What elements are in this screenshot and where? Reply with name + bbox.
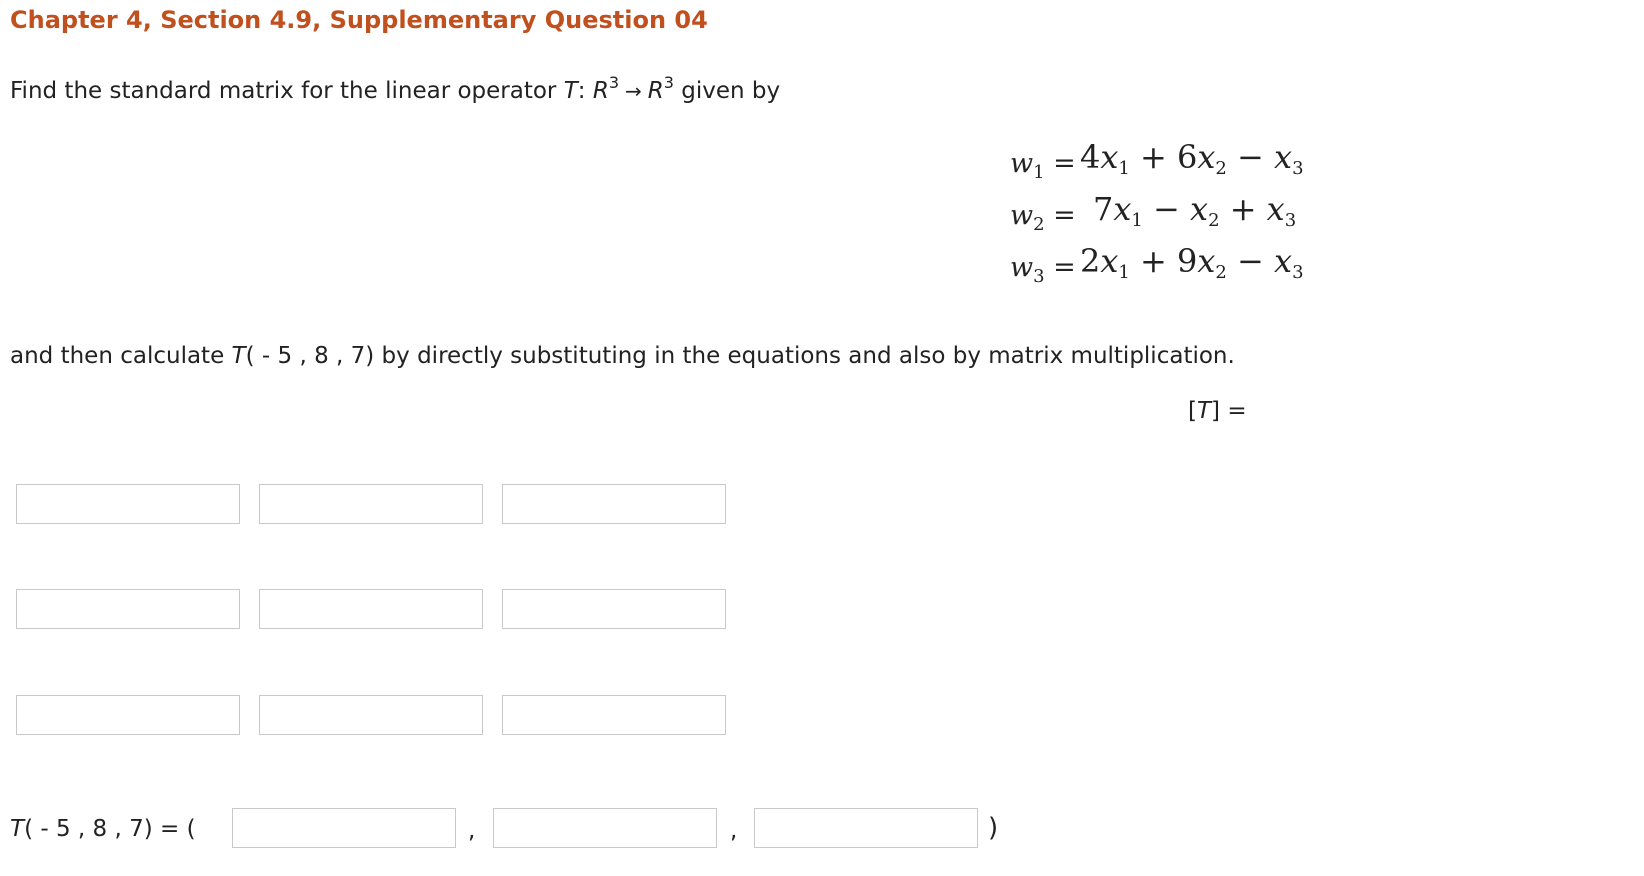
codomain-exponent: 3 bbox=[663, 73, 674, 92]
result-input-1[interactable] bbox=[232, 808, 456, 848]
prompt-text-after: given by bbox=[673, 78, 781, 104]
matrix-cell-r2-c3[interactable] bbox=[502, 589, 726, 629]
result-close-paren: ) bbox=[988, 813, 999, 843]
equation-lhs: $w_3$ = bbox=[1010, 252, 1076, 287]
followup-text-before: and then calculate bbox=[10, 343, 232, 369]
prompt-colon: : bbox=[577, 78, 593, 104]
operator-symbol: T bbox=[563, 78, 578, 104]
equation-lhs: $w_2$ = bbox=[1010, 200, 1076, 235]
equation-rhs: $7x_1 - x_2 + x_3$ bbox=[1093, 190, 1297, 231]
equation-row-2 bbox=[1010, 190, 1390, 242]
domain-exponent: 3 bbox=[608, 73, 619, 92]
prompt-text-before: Find the standard matrix for the linear operator bbox=[10, 78, 564, 104]
operator-symbol: T bbox=[231, 343, 246, 369]
followup-prompt bbox=[10, 343, 1235, 369]
matrix-cell-r3-c2[interactable] bbox=[259, 695, 483, 735]
equation-lhs: $w_1$ = bbox=[1010, 148, 1076, 183]
question-title: Chapter 4, Section 4.9, Supplementary Question 04 bbox=[10, 6, 708, 34]
matrix-cell-r2-c1[interactable] bbox=[16, 589, 240, 629]
matrix-cell-r2-c2[interactable] bbox=[259, 589, 483, 629]
matrix-cell-r1-c2[interactable] bbox=[259, 484, 483, 524]
result-separator: , bbox=[468, 818, 476, 844]
matrix-cell-r1-c3[interactable] bbox=[502, 484, 726, 524]
result-input-2[interactable] bbox=[493, 808, 717, 848]
matrix-cell-r1-c1[interactable] bbox=[16, 484, 240, 524]
followup-text-after: by directly substituting in the equations and also by matrix multiplication. bbox=[374, 343, 1235, 369]
matrix-label: [T] = bbox=[1188, 398, 1247, 424]
arrow-icon: → bbox=[625, 79, 642, 103]
followup-point: ( - 5 , 8 , 7) bbox=[245, 343, 375, 369]
matrix-cell-r3-c3[interactable] bbox=[502, 695, 726, 735]
equation-rhs: $4x_1 + 6x_2 - x_3$ bbox=[1080, 138, 1304, 179]
codomain-symbol: R bbox=[647, 78, 664, 104]
question-prompt bbox=[10, 73, 781, 104]
matrix-cell-r3-c1[interactable] bbox=[16, 695, 240, 735]
result-input-3[interactable] bbox=[754, 808, 978, 848]
equation-row-3 bbox=[1010, 242, 1390, 294]
equation-rhs: $2x_1 + 9x_2 - x_3$ bbox=[1080, 242, 1304, 283]
equation-row-1 bbox=[1010, 138, 1390, 190]
domain-symbol: R bbox=[592, 78, 609, 104]
result-label: T( - 5 , 8 , 7) = ( bbox=[10, 816, 196, 842]
result-separator: , bbox=[730, 818, 738, 844]
